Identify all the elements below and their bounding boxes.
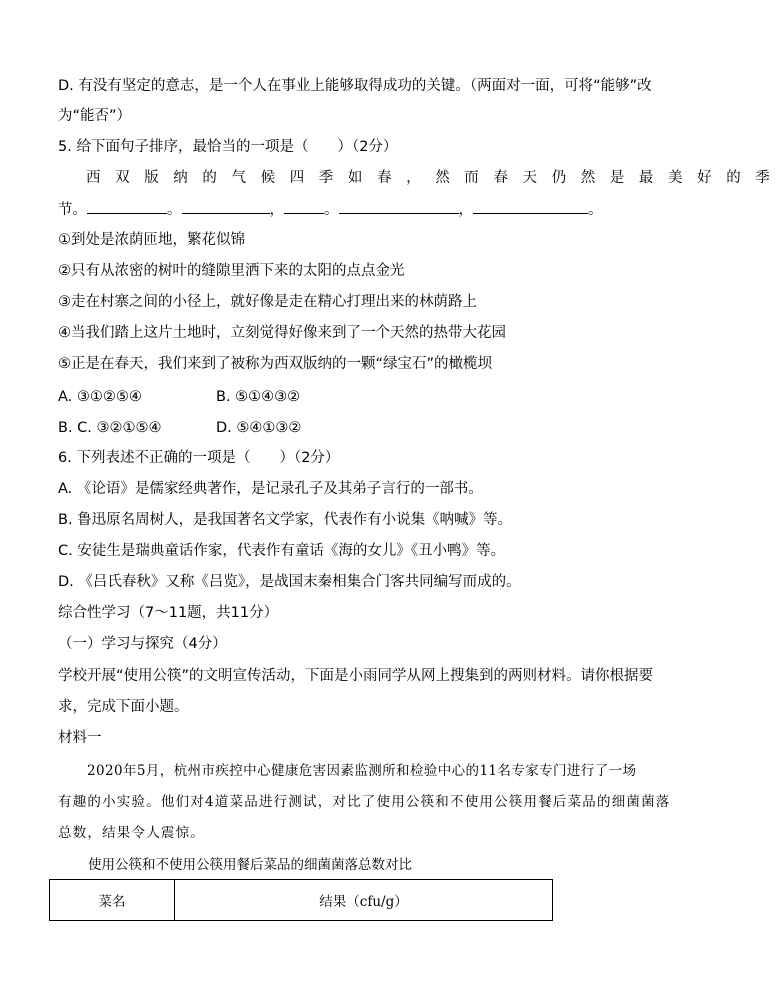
fill-blank-5[interactable] xyxy=(473,199,588,214)
q5-sentence-2: ②只有从浓密的树叶的缝隙里洒下来的太阳的点点金光 xyxy=(58,263,405,279)
q6-option-c[interactable]: C. 安徒生是瑞典童话作家，代表作有童话《海的女儿》《丑小鸭》等。 xyxy=(58,543,506,559)
q6-option-b[interactable]: B. 鲁迅原名周树人，是我国著名文学家，代表作有小说集《呐喊》等。 xyxy=(58,512,513,528)
table-header-row xyxy=(50,880,553,921)
passage-sep-2: ， xyxy=(269,202,284,218)
q6-option-d[interactable]: D. 《吕氏春秋》又称《吕览》，是战国末秦相集合门客共同编写而成的。 xyxy=(58,574,521,590)
q5-sentence-5: ⑤正是在春天，我们来到了被称为西双版纳的一颗“绿宝石”的橄榄坝 xyxy=(58,356,493,372)
q5-option-d[interactable]: D. ⑤④①③② xyxy=(216,420,302,436)
intro-line2: 求，完成下面小题。 xyxy=(58,699,189,715)
material-line1: 2020年5月，杭州市疾控中心健康危害因素监测所和检验中心的11名专家专门进行了一场 xyxy=(87,763,637,779)
passage-end: 。 xyxy=(588,202,603,218)
header-result: 结果（cfu/g） xyxy=(175,880,553,921)
table-caption: 使用公筷和不使用公筷用餐后菜品的细菌菌落总数对比 xyxy=(88,857,412,873)
q5-option-c[interactable]: B. C. ③②①⑤④ xyxy=(58,420,162,436)
q5-sentence-1: ①到处是浓荫匝地，繁花似锦 xyxy=(58,232,245,248)
q5-passage-line1: 西双版纳的气候四季如春，然而春天仍然是最美好的季 xyxy=(86,170,784,186)
fill-blank-2[interactable] xyxy=(182,199,270,214)
results-table xyxy=(49,879,553,921)
passage-text-start: 节。 xyxy=(58,202,87,218)
passage-sep-4: ， xyxy=(458,202,473,218)
material-line3: 总数，结果令人震惊。 xyxy=(58,825,205,841)
q5-option-b[interactable]: B. ⑤①④③② xyxy=(216,389,301,405)
fill-blank-1[interactable] xyxy=(87,199,167,214)
passage-sep-1: 。 xyxy=(167,202,182,218)
q5-option-a[interactable]: A. ③①②⑤④ xyxy=(58,389,142,405)
section-title: 综合性学习（7～11题，共11分） xyxy=(58,605,279,621)
q6-option-a[interactable]: A. 《论语》是儒家经典著作，是记录孔子及其弟子言行的一部书。 xyxy=(58,481,483,497)
q5-sentence-3: ③走在村寨之间的小径上，就好像是走在精心打理出来的林荫路上 xyxy=(58,294,477,310)
material-label: 材料一 xyxy=(58,730,102,746)
q5-options-row1 xyxy=(58,387,300,407)
q4-option-d-line2: 为“能否”） xyxy=(58,108,132,124)
q5-passage-line2 xyxy=(58,199,603,220)
header-dish-name: 菜名 xyxy=(50,880,175,921)
fill-blank-3[interactable] xyxy=(284,199,324,214)
passage-sep-3: 。 xyxy=(324,202,339,218)
q5-stem: 5. 给下面句子排序，最恰当的一项是（ ）（2分） xyxy=(58,139,398,155)
q5-options-row2 xyxy=(58,418,301,438)
q5-sentence-4: ④当我们踏上这片土地时，立刻觉得好像来到了一个天然的热带大花园 xyxy=(58,325,506,341)
intro-line1: 学校开展“使用公筷”的文明宣传活动，下面是小雨同学从网上搜集到的两则材料。请你根据要 xyxy=(58,668,654,684)
q4-option-d-line1: D. 有没有坚定的意志，是一个人在事业上能够取得成功的关键。（两面对一面，可将“能够”改 xyxy=(58,78,652,94)
material-line2: 有趣的小实验。他们对4道菜品进行测试，对比了使用公筷和不使用公筷用餐后菜品的细菌菌落 xyxy=(58,794,671,810)
q6-stem: 6. 下列表述不正确的一项是（ ）（2分） xyxy=(58,450,340,466)
subsection-title: （一）学习与探究（4分） xyxy=(58,636,227,652)
fill-blank-4[interactable] xyxy=(339,199,459,214)
